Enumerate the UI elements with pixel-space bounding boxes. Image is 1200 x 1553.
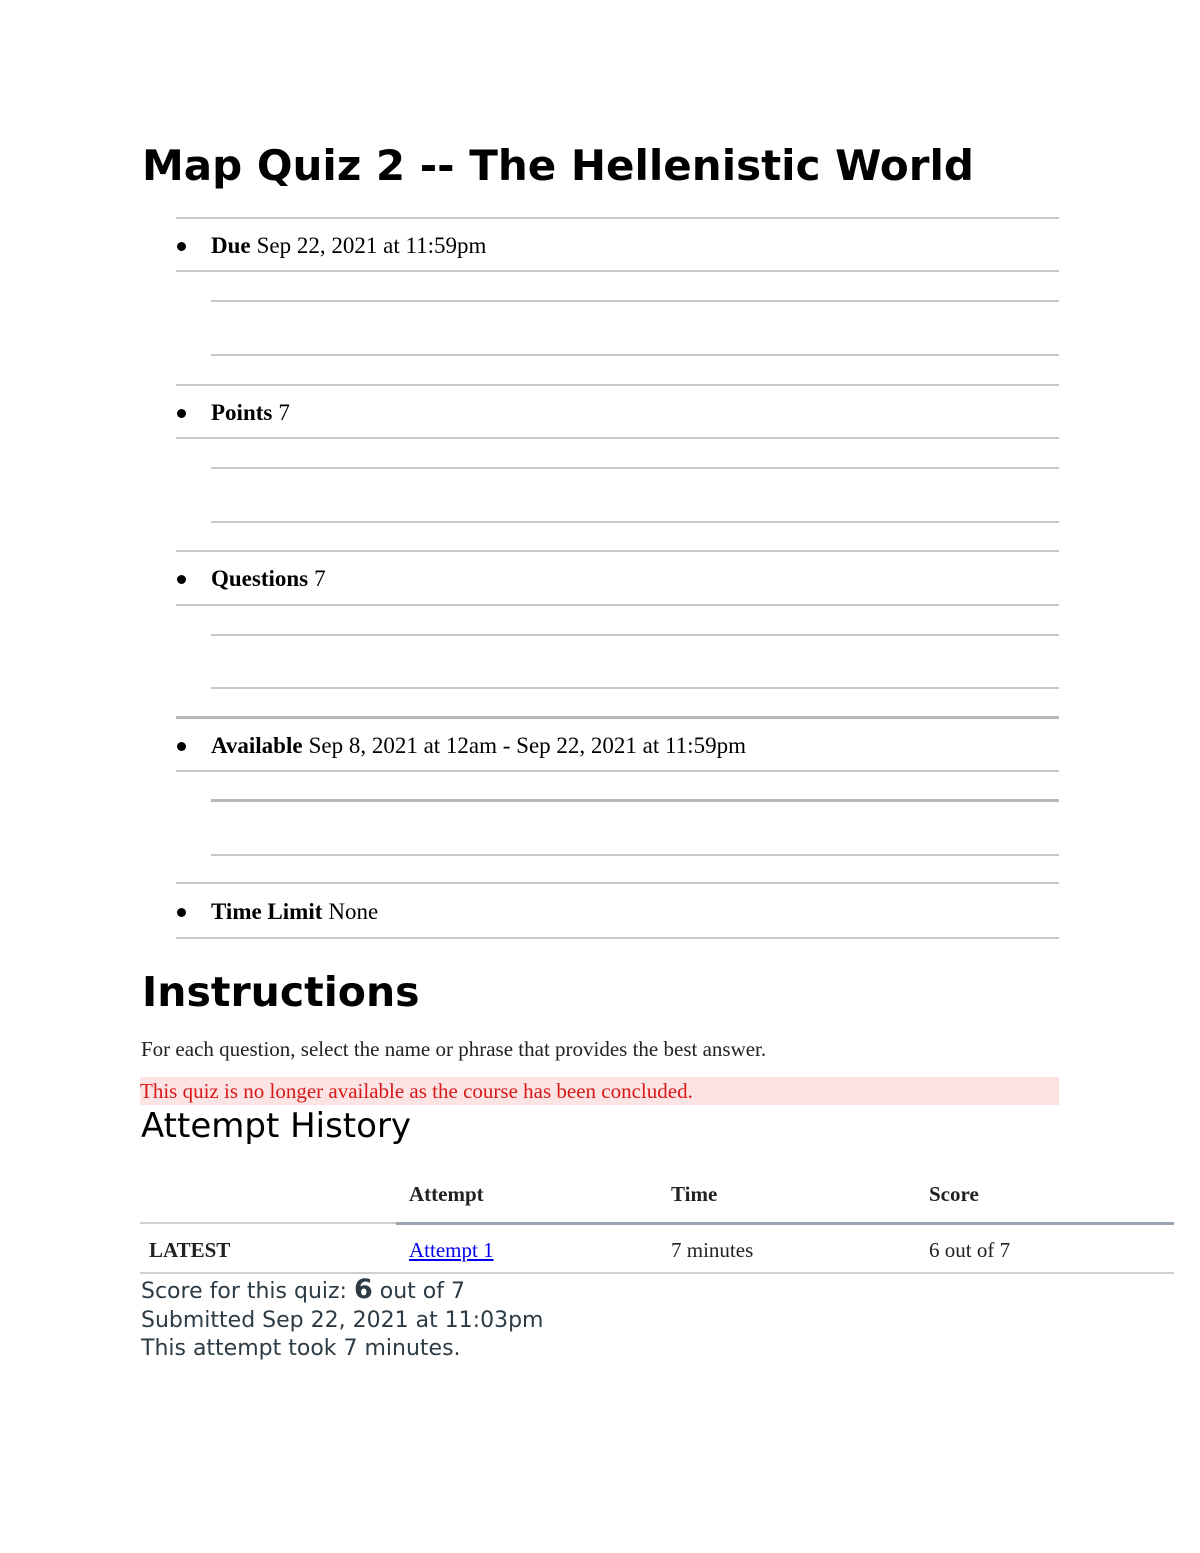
divider xyxy=(176,716,1059,719)
bullet-icon xyxy=(177,575,186,584)
divider xyxy=(211,300,1059,302)
divider xyxy=(176,770,1059,772)
column-header-score: Score xyxy=(929,1182,979,1206)
column-header-attempt: Attempt xyxy=(409,1182,484,1206)
table-divider xyxy=(140,1272,1174,1274)
table-divider xyxy=(140,1222,396,1224)
attempt-duration-line: This attempt took 7 minutes. xyxy=(141,1336,461,1361)
detail-time-limit-value: None xyxy=(328,899,379,924)
divider xyxy=(176,882,1059,884)
divider xyxy=(211,854,1059,856)
concluded-notice: This quiz is no longer available as the course has been concluded. xyxy=(140,1077,1059,1105)
bullet-icon xyxy=(177,908,186,917)
detail-due xyxy=(176,228,486,264)
attempt-history-heading: Attempt History xyxy=(141,1106,412,1146)
detail-time-limit-label: Time Limit xyxy=(211,899,323,924)
detail-points xyxy=(176,395,290,431)
score-prefix: Score for this quiz: xyxy=(141,1279,347,1304)
detail-due-label: Due xyxy=(211,233,251,258)
detail-available-label: Available xyxy=(211,733,303,758)
divider xyxy=(176,437,1059,439)
detail-questions xyxy=(176,561,326,597)
divider xyxy=(211,467,1059,469)
divider xyxy=(176,270,1059,272)
attempt-score: 6 out of 7 xyxy=(929,1238,1011,1262)
attempt-time: 7 minutes xyxy=(671,1238,754,1262)
column-header-time: Time xyxy=(671,1182,718,1206)
detail-questions-label: Questions xyxy=(211,566,309,591)
submitted-line: Submitted Sep 22, 2021 at 11:03pm xyxy=(141,1308,544,1333)
divider xyxy=(211,354,1059,356)
score-suffix: out of 7 xyxy=(379,1279,465,1304)
divider xyxy=(211,521,1059,523)
bullet-icon xyxy=(177,742,186,751)
bullet-icon xyxy=(177,242,186,251)
detail-available-value: Sep 8, 2021 at 12am - Sep 22, 2021 at 11:59pm xyxy=(308,733,746,758)
divider xyxy=(176,937,1059,939)
divider xyxy=(176,550,1059,552)
instructions-text: For each question, select the name or phrase that provides the best answer. xyxy=(141,1037,767,1061)
divider xyxy=(176,384,1059,386)
divider xyxy=(211,687,1059,689)
attempt-1-link[interactable]: Attempt 1 xyxy=(409,1238,494,1262)
detail-points-value: 7 xyxy=(278,400,290,425)
page-title: Map Quiz 2 -- The Hellenistic World xyxy=(142,141,974,190)
divider xyxy=(176,604,1059,606)
quiz-score-line xyxy=(141,1276,465,1306)
divider xyxy=(211,799,1059,802)
detail-points-label: Points xyxy=(211,400,273,425)
table-divider xyxy=(396,1222,1174,1225)
detail-questions-value: 7 xyxy=(314,566,326,591)
row-label-latest: LATEST xyxy=(149,1238,231,1262)
instructions-heading: Instructions xyxy=(142,968,420,1016)
detail-due-value: Sep 22, 2021 at 11:59pm xyxy=(256,233,487,258)
detail-time-limit xyxy=(176,894,378,930)
divider xyxy=(176,217,1059,219)
bullet-icon xyxy=(177,409,186,418)
divider xyxy=(211,634,1059,636)
score-value: 6 xyxy=(353,1274,373,1305)
detail-available xyxy=(176,728,746,764)
